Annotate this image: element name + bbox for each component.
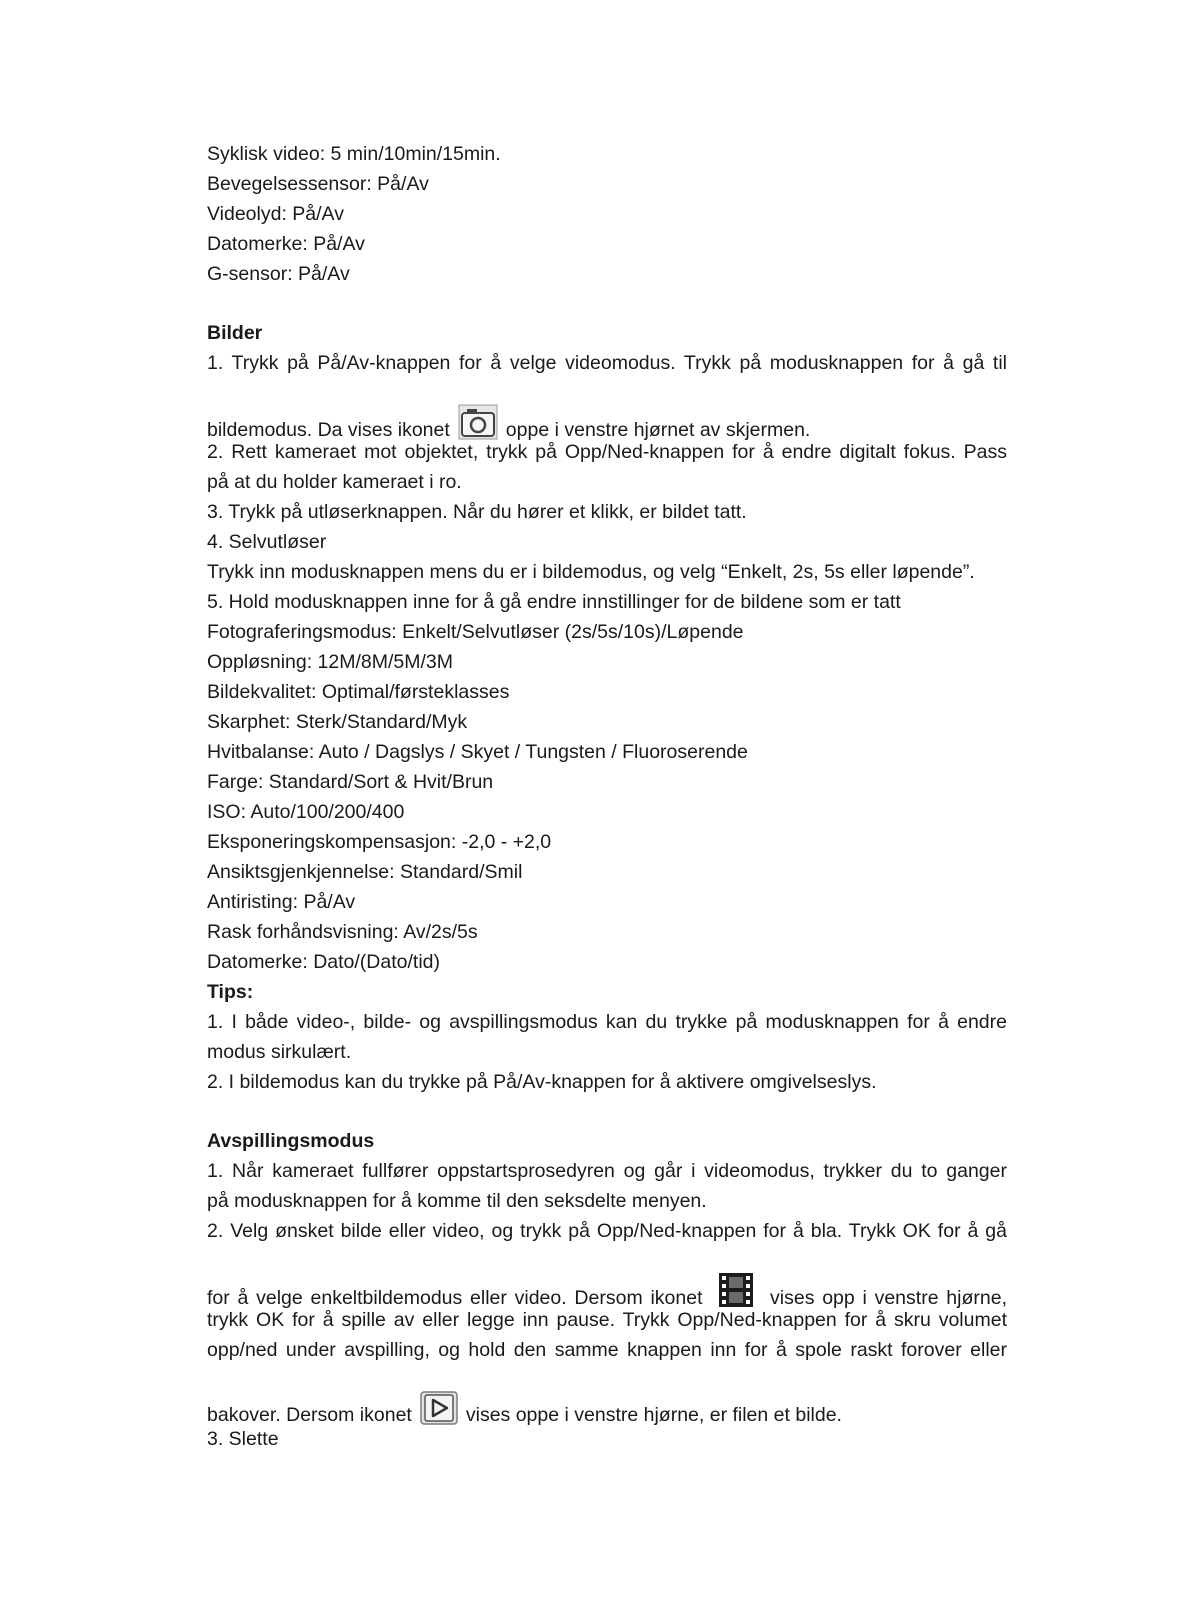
photo-setting-sharpness: Skarphet: Sterk/Standard/Myk bbox=[207, 711, 468, 733]
spacer bbox=[207, 289, 1007, 318]
tip1-line1: 1. I både video-, bilde- og avspillingsmodus kan du trykke på modusknappen for å endre bbox=[207, 1011, 1007, 1033]
photo-setting-datestamp: Datomerke: Dato/(Dato/tid) bbox=[207, 951, 441, 973]
section-heading-avspilling: Avspillingsmodus bbox=[207, 1130, 375, 1152]
video-setting-gsensor: G-sensor: På/Av bbox=[207, 263, 350, 285]
bilder-step2-line1: 2. Rett kameraet mot objektet, trykk på Opp/Ned-knappen for å endre digitalt fokus. Pass bbox=[207, 441, 1007, 463]
photo-setting-quality: Bildekvalitet: Optimal/førsteklasses bbox=[207, 681, 510, 703]
bilder-step5: 5. Hold modusknappen inne for å gå endre innstillinger for de bildene som er tatt bbox=[207, 591, 901, 613]
photo-setting-face: Ansiktsgjenkjennelse: Standard/Smil bbox=[207, 861, 523, 883]
document-page bbox=[207, 139, 1007, 1454]
avspilling-step2-line2 bbox=[207, 1246, 1007, 1309]
tip1-line2: modus sirkulært. bbox=[207, 1041, 352, 1063]
video-setting-audio: Videolyd: På/Av bbox=[207, 203, 344, 225]
avspilling-step2-line4: opp/ned under avspilling, og hold den samme knappen inn for å spole raskt forover eller bbox=[207, 1339, 1007, 1361]
bilder-step1-post: oppe i venstre hjørnet av skjermen. bbox=[505, 419, 811, 441]
video-setting-datestamp: Datomerke: På/Av bbox=[207, 233, 365, 255]
photo-setting-exposure: Eksponeringskompensasjon: -2,0 - +2,0 bbox=[207, 831, 552, 853]
avspilling-step2-line1: 2. Velg ønsket bilde eller video, og trykk på Opp/Ned-knappen for å bla. Trykk OK for å gå bbox=[207, 1220, 1007, 1242]
photo-setting-color: Farge: Standard/Sort & Hvit/Brun bbox=[207, 771, 494, 793]
avspilling-step2-line3: trykk OK for å spille av eller legge inn pause. Trykk Opp/Ned-knappen for å skru volumet bbox=[207, 1309, 1007, 1331]
video-setting-motion: Bevegelsessensor: På/Av bbox=[207, 173, 429, 195]
bilder-step1-line1: 1. Trykk på På/Av-knappen for å velge videomodus. Trykk på modusknappen for å gå til bbox=[207, 352, 1007, 374]
photo-setting-resolution: Oppløsning: 12M/8M/5M/3M bbox=[207, 651, 454, 673]
photo-setting-iso: ISO: Auto/100/200/400 bbox=[207, 801, 405, 823]
bilder-step3: 3. Trykk på utløserknappen. Når du hører et klikk, er bildet tatt. bbox=[207, 501, 747, 523]
avspilling-step2-post: vises opp i venstre hjørne, bbox=[770, 1287, 1007, 1309]
photo-setting-mode: Fotograferingsmodus: Enkelt/Selvutløser (2s/5s/10s)/Løpende bbox=[207, 621, 744, 643]
spacer bbox=[207, 1097, 1007, 1126]
photo-setting-antishake: Antiristing: På/Av bbox=[207, 891, 356, 913]
section-heading-bilder: Bilder bbox=[207, 322, 263, 344]
photo-setting-whitebalance: Hvitbalanse: Auto / Dagslys / Skyet / Tungsten / Fluoroserende bbox=[207, 741, 748, 763]
bilder-step1-line2 bbox=[207, 378, 1007, 441]
bilder-step1-pre: bildemodus. Da vises ikonet bbox=[207, 419, 450, 441]
photo-setting-preview: Rask forhåndsvisning: Av/2s/5s bbox=[207, 921, 478, 943]
tips-heading: Tips: bbox=[207, 981, 254, 1003]
avspilling-step3: 3. Slette bbox=[207, 1428, 279, 1450]
avspilling-step2-e-post: vises oppe i venstre hjørne, er filen et bilde. bbox=[465, 1404, 842, 1426]
bilder-step4: 4. Selvutløser bbox=[207, 531, 327, 553]
avspilling-step2-pre: for å velge enkeltbildemodus eller video. Dersom ikonet bbox=[207, 1287, 703, 1309]
video-setting-cyclic: Syklisk video: 5 min/10min/15min. bbox=[207, 143, 501, 165]
avspilling-step2-line5 bbox=[207, 1365, 1007, 1424]
tip2: 2. I bildemodus kan du trykke på På/Av-knappen for å aktivere omgivelseslys. bbox=[207, 1071, 877, 1093]
bilder-step4-desc: Trykk inn modusknappen mens du er i bildemodus, og velg “Enkelt, 2s, 5s eller løpende”. bbox=[207, 561, 975, 583]
avspilling-step1-line1: 1. Når kameraet fullfører oppstartsprosedyren og går i videomodus, trykker du to ganger bbox=[207, 1160, 1007, 1182]
avspilling-step2-e-pre: bakover. Dersom ikonet bbox=[207, 1404, 412, 1426]
play-icon bbox=[420, 1391, 458, 1432]
avspilling-step1-line2: på modusknappen for å komme til den seksdelte menyen. bbox=[207, 1190, 707, 1212]
bilder-step2-line2: på at du holder kameraet i ro. bbox=[207, 471, 462, 493]
